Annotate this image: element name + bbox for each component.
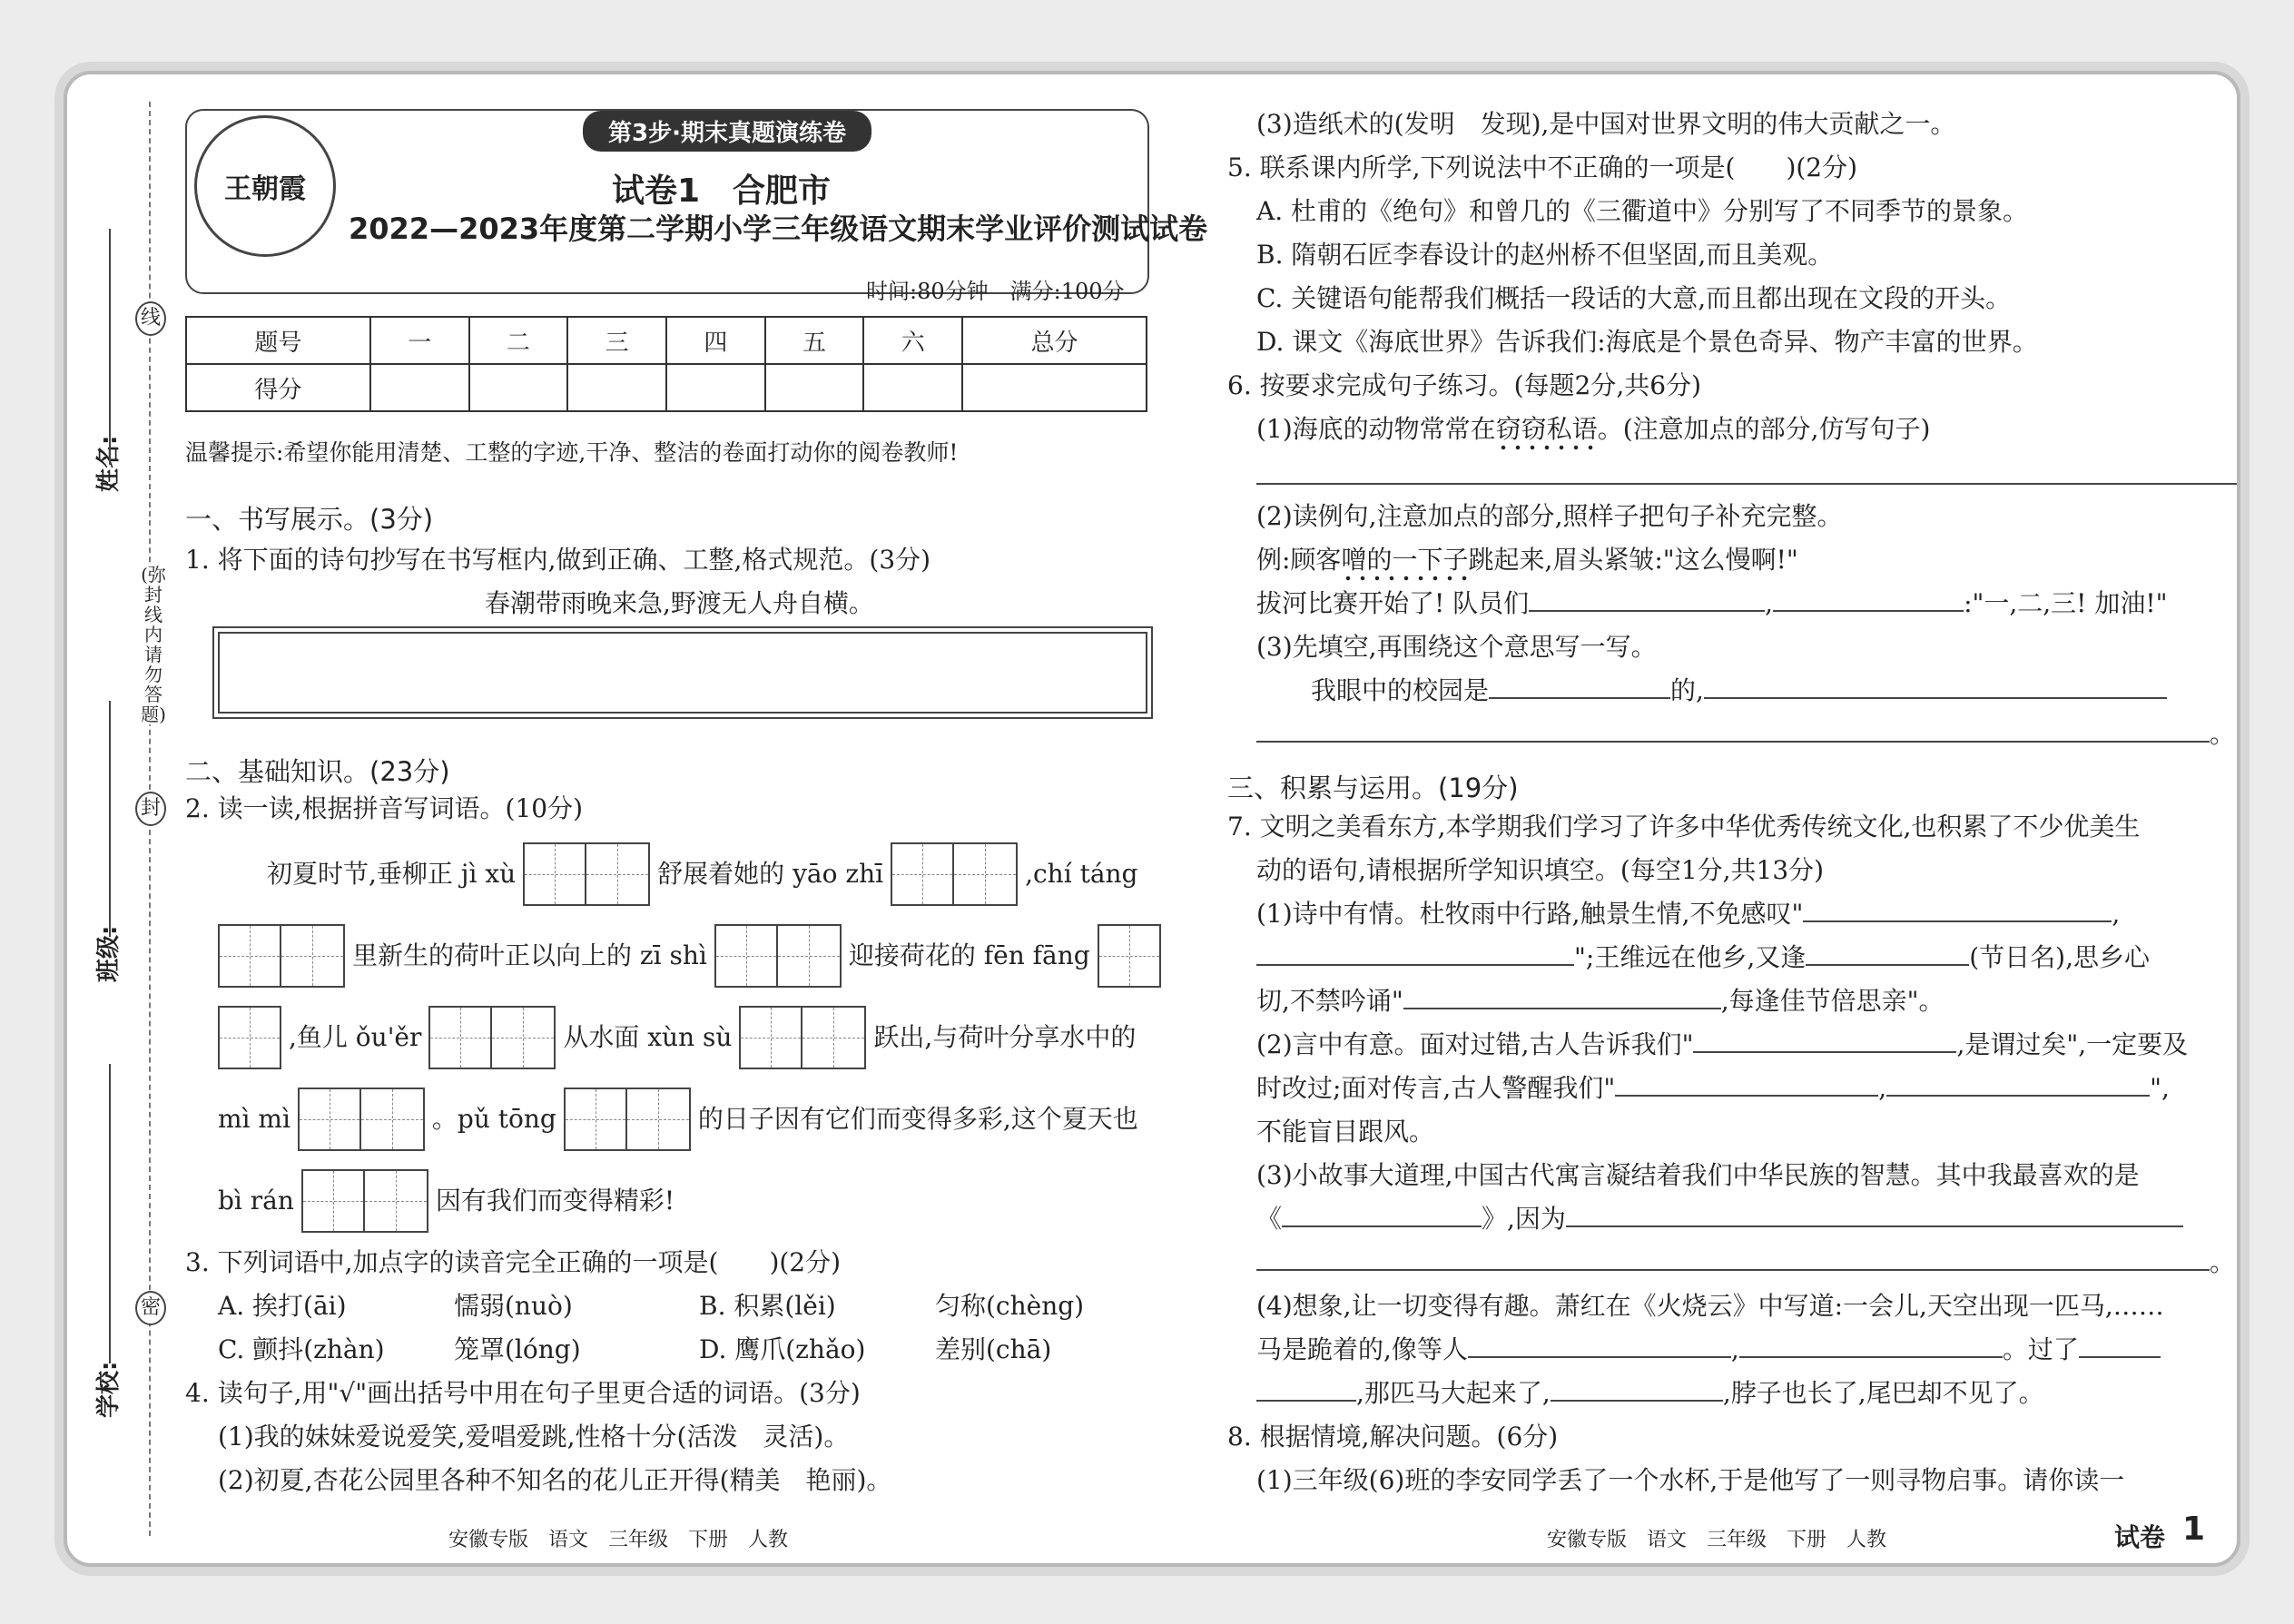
answer-grid[interactable] xyxy=(891,842,1018,906)
q7-text: 》,因为 xyxy=(1482,1204,1566,1234)
blank[interactable] xyxy=(1256,1378,1356,1402)
q2-text: 迎接荷花的 fēn fāng xyxy=(848,940,1090,970)
class-label: 班级: xyxy=(95,925,123,982)
score-cell: 六 xyxy=(863,317,962,364)
score-input[interactable] xyxy=(469,364,568,411)
q3-option-b1[interactable]: B. 积累(lěi) xyxy=(699,1291,836,1321)
answer-grid[interactable] xyxy=(1098,924,1161,988)
q7-part4-3 xyxy=(1256,1378,2044,1409)
section1-title: 一、书写展示。(3分) xyxy=(185,504,434,535)
q7-text: ", xyxy=(2150,1073,2170,1103)
q3-option-b2: 匀称(chèng) xyxy=(935,1291,1085,1321)
q7-text: ";王维远在他乡,又逢 xyxy=(1574,942,1807,972)
blank[interactable] xyxy=(1551,1378,1723,1402)
footer-left: 安徽专版 语文 三年级 下册 人教 xyxy=(448,1529,789,1551)
section3-title: 三、积累与运用。(19分) xyxy=(1227,773,1519,803)
q2-text: bì rán xyxy=(218,1186,294,1216)
blank[interactable] xyxy=(1529,588,1765,612)
page-number: 1 xyxy=(2182,1511,2206,1548)
seal-note: (弥封线内请勿答题) xyxy=(141,564,166,725)
blank[interactable] xyxy=(1468,1334,1731,1358)
answer-grid[interactable] xyxy=(714,924,842,988)
score-input[interactable] xyxy=(863,364,962,411)
q5-option-b[interactable]: B. 隋朝石匠李春设计的赵州桥不但坚固,而且美观。 xyxy=(1256,240,1834,270)
blank[interactable] xyxy=(1704,675,2167,699)
q7-part3-2 xyxy=(1256,1204,2183,1235)
footer-right: 安徽专版 语文 三年级 下册 人教 xyxy=(1547,1529,1887,1551)
q4-sentence-1[interactable]: (1)我的妹妹爱说爱笑,爱唱爱跳,性格十分(活泼 灵活)。 xyxy=(218,1422,850,1452)
blank[interactable] xyxy=(1256,1247,2210,1271)
blank[interactable] xyxy=(1693,1029,1956,1053)
dotted-phrase: 噌的一下子 xyxy=(1341,545,1468,582)
answer-grid[interactable] xyxy=(218,924,345,988)
q3-option-d2: 差别(chā) xyxy=(935,1334,1052,1364)
step-badge: 第3步·期末真题演练卷 xyxy=(583,111,871,152)
score-cell: 一 xyxy=(370,317,469,364)
writing-box[interactable] xyxy=(218,632,1147,714)
q7-part4: (4)想象,让一切变得有趣。萧红在《火烧云》中写道:一会儿,天空出现一匹马,…… xyxy=(1256,1291,2164,1321)
q6-sentence-2: (2)读例句,注意加点的部分,照样子把句子补充完整。 xyxy=(1256,501,1843,531)
q7-part1-3 xyxy=(1256,986,1944,1017)
q1-prompt: 1. 将下面的诗句抄写在书写框内,做到正确、工整,格式规范。(3分) xyxy=(185,545,931,575)
q7-part2 xyxy=(1256,1029,2188,1060)
q2-text: 初夏时节,垂柳正 jì xù xyxy=(267,859,517,889)
blank[interactable] xyxy=(1256,719,2210,743)
score-input[interactable] xyxy=(962,364,1147,411)
q6-text: 。(注意加点的部分,仿写句子) xyxy=(1597,414,1931,444)
seal-binding-char: 密 xyxy=(135,1291,166,1325)
q4-prompt: 4. 读句子,用"√"画出括号中用在句子里更合适的词语。(3分) xyxy=(185,1378,861,1408)
q2-line4 xyxy=(218,1088,1138,1151)
score-input[interactable] xyxy=(370,364,469,411)
q2-line5 xyxy=(218,1169,674,1233)
blank[interactable] xyxy=(1803,899,2112,922)
q6-sentence-3: (3)先填空,再围绕这个意思写一写。 xyxy=(1256,632,1657,662)
q5-option-a[interactable]: A. 杜甫的《绝句》和曾几的《三衢道中》分别写了不同季节的景象。 xyxy=(1256,196,2029,226)
q6-text: :"一,二,三! 加油!" xyxy=(1964,588,2168,618)
q7-text: ,那匹马大起来了, xyxy=(1356,1378,1551,1408)
q7-text: (2)言中有意。面对过错,古人告诉我们" xyxy=(1256,1029,1694,1059)
q6-text: (1)海底的动物常常在 xyxy=(1256,414,1496,444)
name-field[interactable] xyxy=(109,229,111,465)
dotted-phrase: 窃窃私语 xyxy=(1496,414,1598,451)
score-header-row xyxy=(186,317,1147,364)
q5-prompt: 5. 联系课内所学,下列说法中不正确的一项是( )(2分) xyxy=(1227,153,1858,182)
q7-part1: (1)诗中有情。杜牧雨中行路,触景生情,不免感叹" , xyxy=(1256,899,2121,929)
answer-grid[interactable] xyxy=(298,1088,425,1151)
q6-campus-line2 xyxy=(1256,719,2235,750)
blank[interactable] xyxy=(2079,1334,2161,1358)
q2-prompt: 2. 读一读,根据拼音写词语。(10分) xyxy=(185,793,583,823)
score-cell: 得分 xyxy=(186,364,370,411)
answer-grid[interactable] xyxy=(523,842,650,906)
school-field[interactable] xyxy=(109,1064,111,1363)
q5-option-c[interactable]: C. 关键语句能帮我们概括一段话的大意,而且都出现在文段的开头。 xyxy=(1256,283,2012,313)
school-label: 学校: xyxy=(95,1361,123,1418)
answer-line[interactable] xyxy=(1256,483,2237,485)
section2-title: 二、基础知识。(23分) xyxy=(185,756,450,787)
q7-part2-3: 不能盲目跟风。 xyxy=(1256,1117,1435,1147)
q7-text: ,是谓过矣",一定要及 xyxy=(1956,1029,2189,1059)
q2-text: 舒展着她的 yāo zhī xyxy=(657,859,884,889)
logo-text: 王朝霞 xyxy=(224,173,306,205)
blank[interactable] xyxy=(1773,588,1964,612)
q6-text: 拔河比赛开始了! 队员们 xyxy=(1256,588,1530,618)
page-label: 试卷 xyxy=(2114,1522,2166,1552)
q8-part1: (1)三年级(6)班的李安同学丢了一个水杯,于是他写了一则寻物启事。请你读一 xyxy=(1256,1465,2125,1495)
score-table xyxy=(185,316,1147,412)
answer-grid[interactable] xyxy=(739,1006,866,1069)
q2-text: ,鱼儿 ǒu'ěr xyxy=(289,1022,422,1052)
q2-line3 xyxy=(218,1006,1136,1069)
exam-title: 试卷1 合肥市 xyxy=(612,172,832,210)
q2-text: ,chí táng xyxy=(1025,859,1138,889)
q6-text: 的, xyxy=(1670,675,1704,705)
q3-option-a1[interactable]: A. 挨打(āi) xyxy=(218,1291,347,1321)
q6-text: 。 xyxy=(2210,719,2236,749)
q7-text: 马是跪着的,像等人 xyxy=(1256,1334,1468,1364)
answer-grid[interactable] xyxy=(218,1006,281,1069)
seal-line-char: 线 xyxy=(135,301,166,336)
q5-option-d[interactable]: D. 课文《海底世界》告诉我们:海底是个景色奇异、物产丰富的世界。 xyxy=(1256,327,2038,357)
q2-text: 的日子因有它们而变得多彩,这个夏天也 xyxy=(697,1104,1138,1134)
q2-text: 跃出,与荷叶分享水中的 xyxy=(873,1022,1137,1052)
exam-subtitle: 2022—2023年度第二学期小学三年级语文期末学业评价测试试卷 xyxy=(349,212,1208,246)
q3-option-a2: 懦弱(nuò) xyxy=(454,1291,573,1321)
q2-line1 xyxy=(267,842,1137,906)
q2-text: 。pǔ tōng xyxy=(431,1104,556,1134)
blank[interactable] xyxy=(1615,1073,1878,1097)
blank[interactable] xyxy=(1806,942,1969,966)
q6-sentence-1 xyxy=(1256,414,1930,445)
q6-text: 跳起来,眉头紧皱:"这么慢啊!" xyxy=(1468,545,1798,575)
blank[interactable] xyxy=(1739,1334,2003,1358)
score-input[interactable] xyxy=(567,364,666,411)
q7-text: (1)诗中有情。杜牧雨中行路,触景生情,不免感叹" xyxy=(1256,899,1804,929)
q7-prompt-2: 动的语句,请根据所学知识填空。(每空1分,共13分) xyxy=(1256,855,1825,885)
answer-grid[interactable] xyxy=(428,1006,556,1069)
q7-part4-2: 马是跪着的,像等人 , 。过了 xyxy=(1256,1334,2161,1365)
q6-tug: 拔河比赛开始了! 队员们 , :"一,二,三! 加油!" xyxy=(1256,588,2168,618)
q6-text: 例:顾客 xyxy=(1256,545,1342,575)
q3-prompt: 3. 下列词语中,加点字的读音完全正确的一项是( )(2分) xyxy=(185,1247,842,1277)
blank[interactable] xyxy=(1489,675,1670,699)
exam-sheet xyxy=(64,71,2240,1567)
logo xyxy=(194,115,336,257)
blank[interactable] xyxy=(1566,1204,2183,1227)
q4-sentence-3[interactable]: (3)造纸术的(发明 发现),是中国对世界文明的伟大贡献之一。 xyxy=(1256,109,1956,139)
q7-part3-3: 。 xyxy=(1256,1247,2235,1278)
blank[interactable] xyxy=(1403,986,1721,1009)
score-cell: 四 xyxy=(666,317,765,364)
blank[interactable] xyxy=(1886,1073,2150,1097)
q3-option-c1[interactable]: C. 颤抖(zhàn) xyxy=(218,1334,385,1364)
q7-part2-2: 时改过;面对传言,古人警醒我们" , ", xyxy=(1256,1073,2170,1103)
q6-example xyxy=(1256,545,1798,576)
q6-text: 我眼中的校园是 xyxy=(1311,675,1490,705)
score-cell: 二 xyxy=(469,317,568,364)
q6-campus xyxy=(1311,675,2167,706)
class-field[interactable] xyxy=(109,701,111,937)
q7-text: 。过了 xyxy=(2002,1334,2079,1364)
blank[interactable] xyxy=(1282,1204,1482,1227)
score-cell: 题号 xyxy=(186,317,370,364)
q2-text: 里新生的荷叶正以向上的 zī shì xyxy=(352,940,707,970)
score-value-row xyxy=(186,364,1147,411)
q2-text: 因有我们而变得精彩! xyxy=(435,1186,675,1216)
name-label: 姓名: xyxy=(95,435,123,492)
q3-option-c2: 笼罩(lóng) xyxy=(454,1334,581,1364)
answer-grid[interactable] xyxy=(301,1169,428,1233)
q7-part1-2 xyxy=(1256,942,2150,973)
score-cell: 三 xyxy=(567,317,666,364)
blank[interactable] xyxy=(1256,942,1574,966)
q7-text: ,每逢佳节倍思亲"。 xyxy=(1720,986,1944,1016)
q6-prompt: 6. 按要求完成句子练习。(每题2分,共6分) xyxy=(1227,370,1701,400)
score-cell: 五 xyxy=(765,317,864,364)
q7-text: 《 xyxy=(1256,1204,1283,1234)
q8-prompt: 8. 根据情境,解决问题。(6分) xyxy=(1227,1422,1559,1452)
q7-part3: (3)小故事大道理,中国古代寓言凝结着我们中华民族的智慧。其中我最喜欢的是 xyxy=(1256,1160,2140,1190)
q7-text: (节日名),思乡心 xyxy=(1969,942,2150,972)
time-info: 时间:80分钟 满分:100分 xyxy=(866,279,1125,304)
score-input[interactable] xyxy=(666,364,765,411)
q7-text: 时改过;面对传言,古人警醒我们" xyxy=(1256,1073,1616,1103)
seal-seal-char: 封 xyxy=(135,792,166,826)
q2-line2 xyxy=(218,924,1161,988)
tip: 温馨提示:希望你能用清楚、工整的字迹,干净、整洁的卷面打动你的阅卷教师! xyxy=(185,439,959,466)
q2-text: 从水面 xùn sù xyxy=(563,1022,733,1052)
q1-poem: 春潮带雨晚来急,野渡无人舟自横。 xyxy=(485,588,874,618)
q7-text: 切,不禁吟诵" xyxy=(1256,986,1403,1016)
q7-prompt: 7. 文明之美看东方,本学期我们学习了许多中华优秀传统文化,也积累了不少优美生 xyxy=(1227,812,2141,842)
q3-option-d1[interactable]: D. 鹰爪(zhǎo) xyxy=(699,1334,866,1364)
q2-text: mì mì xyxy=(218,1104,290,1134)
score-cell: 总分 xyxy=(962,317,1147,364)
q4-sentence-2[interactable]: (2)初夏,杏花公园里各种不知名的花儿正开得(精美 艳丽)。 xyxy=(218,1465,892,1495)
answer-grid[interactable] xyxy=(564,1088,691,1151)
q7-text: ,脖子也长了,尾巴却不见了。 xyxy=(1722,1378,2044,1408)
score-input[interactable] xyxy=(765,364,864,411)
